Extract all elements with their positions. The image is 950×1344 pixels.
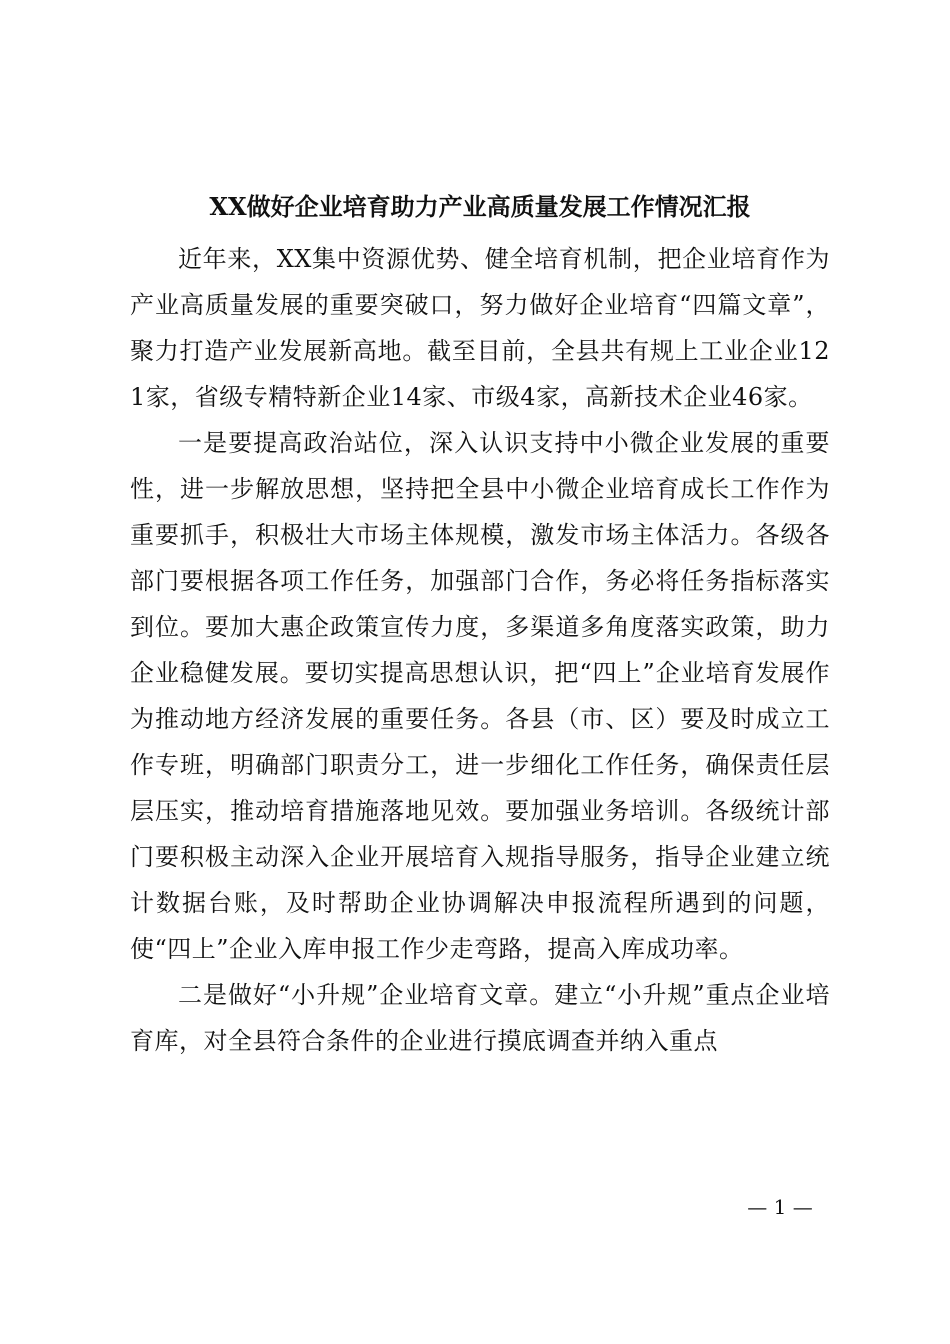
intro-paragraph: 近年来，XX集中资源优势、健全培育机制，把企业培育作为产业高质量发展的重要突破口，努力做好企业培育“四篇文章”，聚力打造产业发展新高地。截至目前，全县共有规上工业企业121家，省级专精特新企业14家、市级4家，高新技术企业46家。 <box>130 245 830 411</box>
document-body <box>130 236 830 1064</box>
section-one-paragraph: 一是要提高政治站位，深入认识支持中小微企业发展的重要性，进一步解放思想，坚持把全县中小微企业培育成长工作作为重要抓手，积极壮大市场主体规模，激发市场主体活力。各级各部门要根据各项工作任务，加强部门合作，务必将任务指标落实到位。要加大惠企政策宣传力度，多渠道多角度落实政策，助力企业稳健发展。要切实提高思想认识，把“四上”企业培育发展作为推动地方经济发展的重要任务。各县（市、区）要及时成立工作专班，明确部门职责分工，进一步细化工作任务，确保责任层层压实，推动培育措施落地见效。要加强业务培训。各级统计部门要积极主动深入企业开展培育入规指导服务，指导企业建立统计数据台账，及时帮助企业协调解决申报流程所遇到的问题，使“四上”企业入库申报工作少走弯路，提高入库成功率。 <box>130 429 830 963</box>
document-title: XX做好企业培育助力产业高质量发展工作情况汇报 <box>209 192 751 221</box>
page-number: — 1 — <box>747 1195 813 1219</box>
section-two-paragraph: 二是做好“小升规”企业培育文章。建立“小升规”重点企业培育库，对全县符合条件的企业进行摸底调查并纳入重点 <box>130 981 830 1055</box>
